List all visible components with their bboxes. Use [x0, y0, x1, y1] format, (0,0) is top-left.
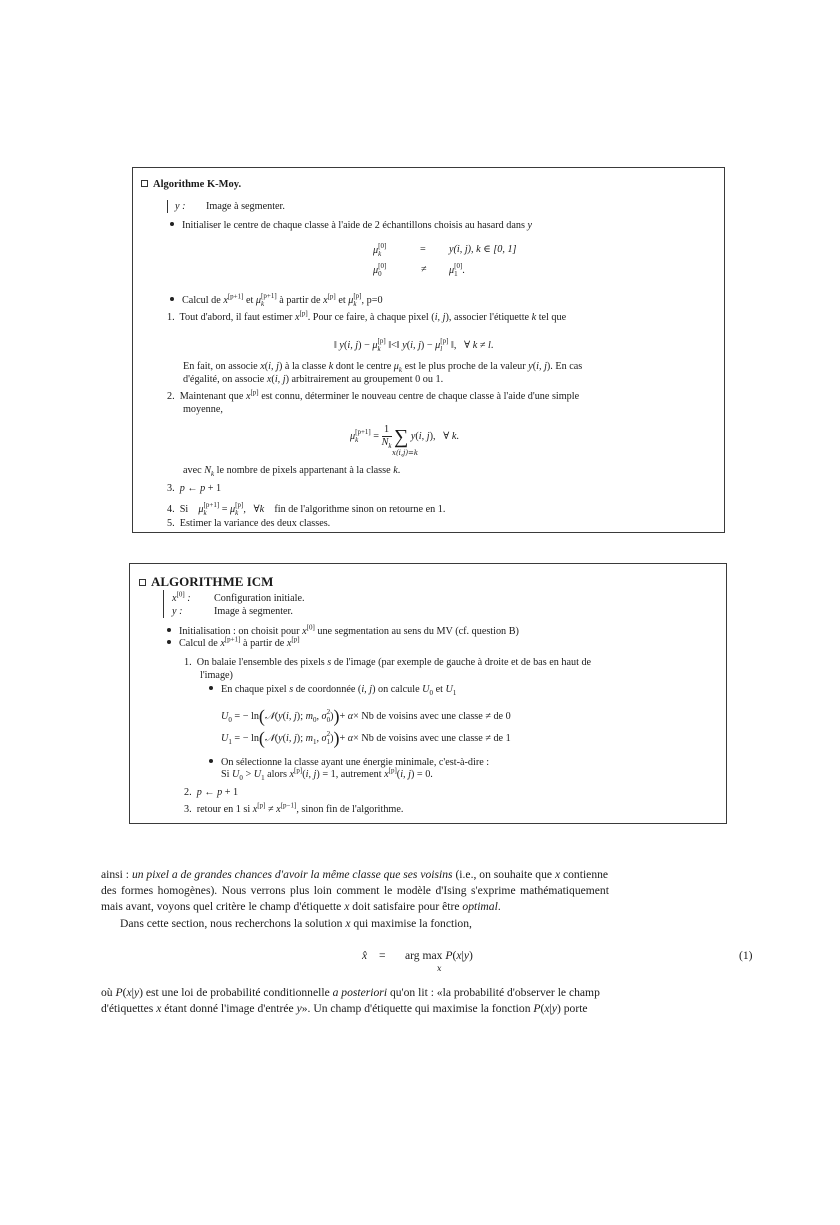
body-p1-line1: ainsi : un pixel a de grandes chances d'avoir la même classe que ses voisins (i.e., on souhaite que x contienne: [101, 868, 609, 881]
body-p3-line1: où P(x|y) est une loi de probabilité conditionnelle a posteriori qu'on lit : «la probabilité d'observer le champ: [101, 986, 600, 999]
kmoy-step2-eq: μ [p+1] k = $\frac{1}{N_k}$ ∑ y(i, j), ∀ k.: [350, 424, 459, 451]
icm-input-desc-y: Image à segmenter.: [214, 606, 293, 617]
bullet-icon: [209, 759, 213, 763]
icm-step-1-l1: 1. On balaie l'ensemble des pixels s de l'image (par exemple de gauche à droite et de bas en haut de: [184, 657, 592, 668]
eq-mu-k-0: μ [0] k: [373, 242, 387, 258]
kmoy-step1-para-l1: En fait, on associe x(i, j) à la classe k dont le centre $\mu_k$ est le plus proche de la valeur y(i, j). En cas: [183, 361, 583, 375]
icm-input-var-x0: x[0] :: [172, 590, 191, 604]
sum-subscript: x(i,j)=k: [392, 449, 419, 457]
kmoy-input-desc: Image à segmenter.: [206, 201, 285, 212]
icm-sub-bullet-2-l2: Si $U_0 > U_1$ alors x[p](i, j) = 1, autrement x[p](i, j) = 0.: [221, 766, 433, 783]
icm-u0-eq: $U_0$ = − ln(𝒩(y(i, j); $m_0$, σ 2 0 ))+ α× Nb de voisins avec une classe ≠ de 0: [221, 706, 511, 726]
eq1-rhs: y(i, j), k ∈ [0, 1]: [449, 244, 517, 255]
icm-input-desc-x0: Configuration initiale.: [214, 593, 305, 604]
input-bar: [167, 200, 168, 213]
square-bullet-icon: [141, 180, 148, 187]
kmoy-title: Algorithme K-Moy.: [141, 179, 241, 191]
bullet-icon: [167, 628, 171, 632]
bullet-icon: [170, 297, 174, 301]
icm-bullet-init: Initialisation : on choisit pour x[0] une segmentation au sens du MV (cf. question B): [167, 626, 519, 638]
eq-mu-1-0: μ [0] 1 .: [449, 262, 465, 278]
icm-step-1-l2: l'image): [200, 670, 233, 681]
icm-sub-bullet-2-l1: On sélectionne la classe ayant une énergie minimale, c'est-à-dire :: [209, 757, 489, 769]
eq2-op: ≠: [421, 264, 427, 275]
input-bar: [163, 590, 164, 618]
icm-step-2: 2. p ← p + 1: [184, 787, 239, 798]
icm-step-3: 3. retour en 1 si x[p] ≠ x[p−1], sinon fin de l'algorithme.: [184, 801, 404, 815]
eq1-op: =: [420, 244, 426, 255]
bullet-icon: [167, 640, 171, 644]
eq1-argmax-sub: x: [437, 964, 442, 973]
kmoy-step2-l2: moyenne,: [183, 404, 223, 415]
icm-title: ALGORITHME ICM: [139, 574, 273, 589]
eq1-lhs: x̂: [362, 949, 368, 962]
kmoy-step-1: 1. Tout d'abord, il faut estimer x[p]. Pour ce faire, à chaque pixel (i, j), associer l'étiquette k tel que: [167, 309, 567, 323]
icm-sub-bullet-1: En chaque pixel s de coordonnée (i, j) on calcule $U_0$ et $U_1$: [209, 684, 456, 696]
kmoy-step2-after: avec $N_k$ le nombre de pixels appartenant à la classe k.: [183, 465, 401, 479]
kmoy-step1-para-l2: d'égalité, on associe x(i, j) arbitrairement au groupement 0 ou 1.: [183, 374, 444, 385]
body-p1-line3: mais avant, voyons quel critère le champ d'étiquette x doit satisfaire pour être optimal.: [101, 900, 501, 913]
body-p1-line2: des formes homogènes). Nous verrons plus loin comment le modèle d'Ising s'exprime mathématiquement: [101, 884, 609, 897]
kmoy-bullet-calc: Calcul de x[p+1] et μ [p+1] k à partir de x[p] et μ [p] k , p=0: [170, 292, 383, 308]
square-bullet-icon: [139, 579, 146, 586]
icm-input-var-y: y :: [172, 606, 183, 617]
kmoy-step-4: 4. Si μ [p+1] k = μ [p] k , ∀k fin de l'algorithme sinon on retourne en 1.: [167, 501, 446, 517]
body-p3-line2: d'étiquettes x étant donné l'image d'entrée y». Un champ d'étiquette qui maximise la fonction P(x|y) porte: [101, 1002, 588, 1015]
bullet-icon: [209, 686, 213, 690]
kmoy-step-2: 2. Maintenant que x[p] est connu, déterminer le nouveau centre de chaque classe à l'aide d'une simple: [167, 388, 580, 402]
kmoy-step-3: 3. p ← p + 1: [167, 483, 222, 494]
kmoy-input-var: y :: [175, 201, 186, 212]
eq1-op-main: =: [379, 949, 386, 962]
bullet-icon: [170, 222, 174, 226]
icm-bullet-calc: Calcul de x[p+1] à partir de x[p]: [167, 638, 300, 650]
eq-mu-0-0: μ [0] 0: [373, 262, 387, 278]
sum-symbol: ∑: [394, 425, 409, 448]
kmoy-step-5: 5. Estimer la variance des deux classes.: [167, 518, 331, 529]
kmoy-step1-eq: ‖ y(i, j) − μ [p] k ‖<‖ y(i, j) − μ [p] l ‖, ∀ k ≠ l.: [334, 337, 494, 353]
body-p2-line1: Dans cette section, nous recherchons la solution x qui maximise la fonction,: [120, 917, 472, 930]
icm-u1-eq: $U_1$ = − ln(𝒩(y(i, j); $m_1$, σ 2 1 ))+ α× Nb de voisins avec une classe ≠ de 1: [221, 728, 511, 748]
eq1-number: (1): [739, 949, 753, 962]
eq1-rhs: arg max P(x|y): [405, 949, 473, 962]
kmoy-bullet-init: Initialiser le centre de chaque classe à l'aide de 2 échantillons choisis au hasard dans y: [170, 220, 532, 232]
